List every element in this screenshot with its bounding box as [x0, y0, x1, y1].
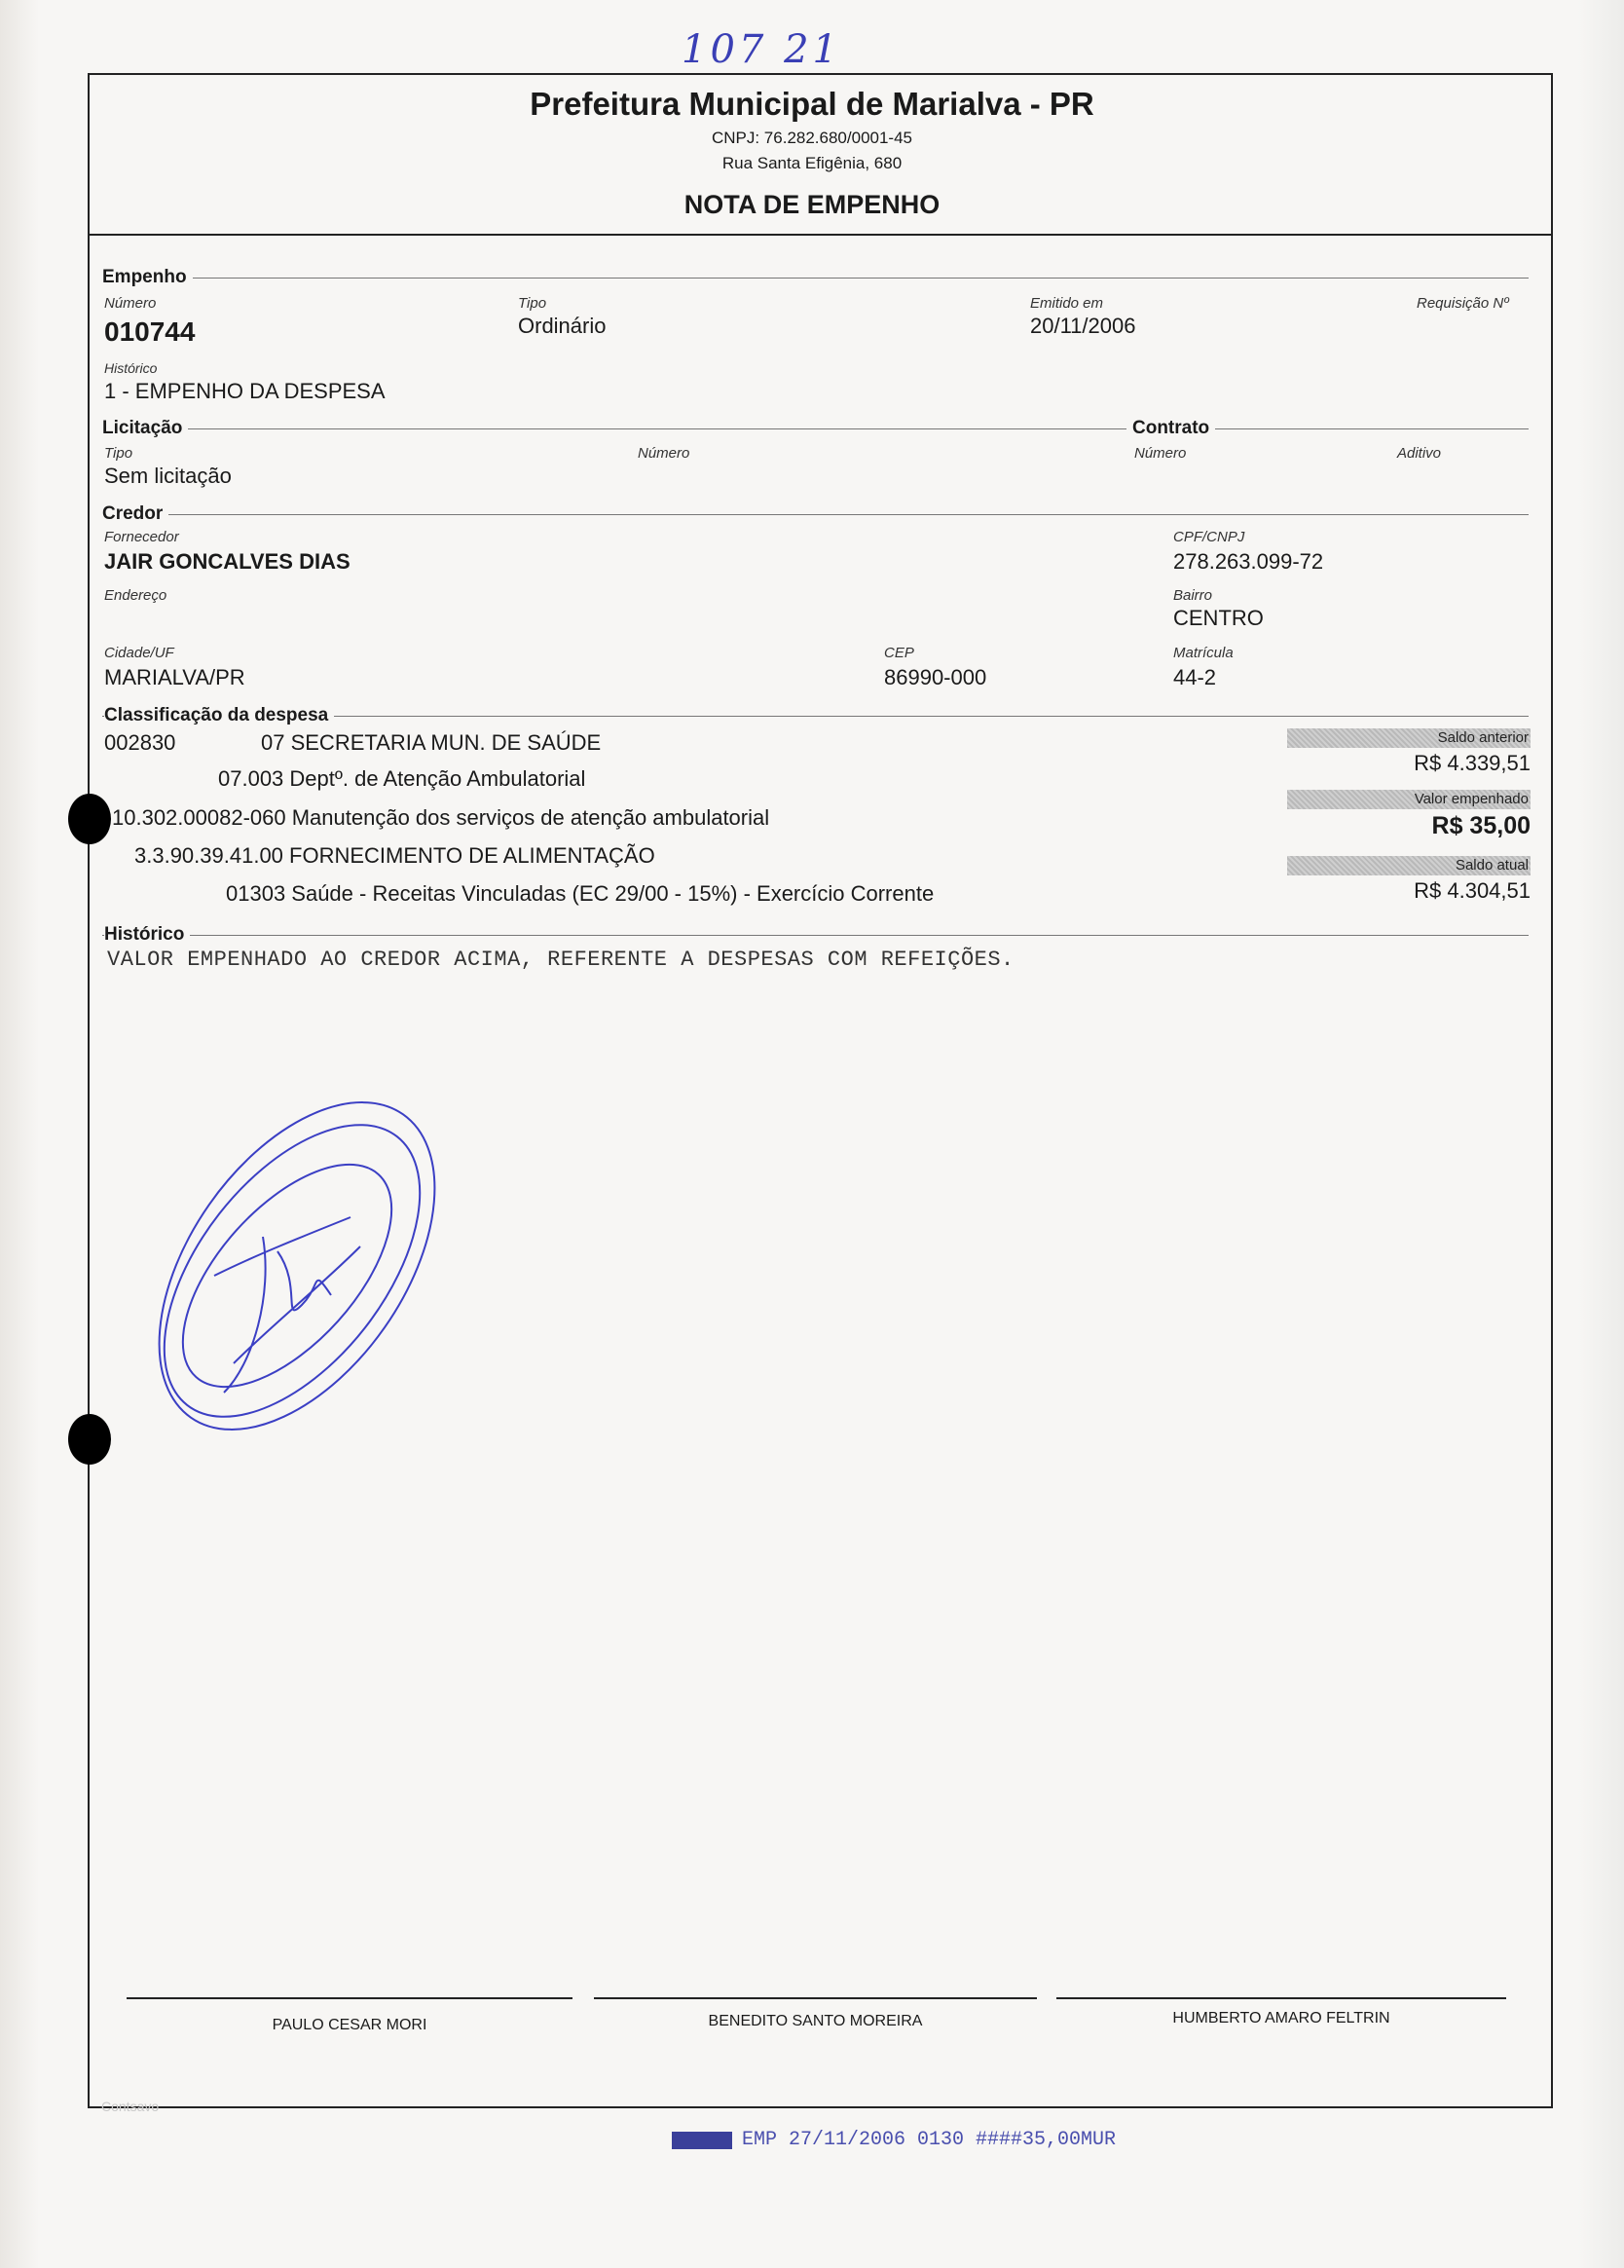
fornecedor-name: JAIR GONCALVES DIAS — [104, 549, 351, 574]
stamp-logo-icon — [672, 2132, 732, 2149]
credor-section-label: Credor — [102, 503, 168, 525]
classificacao-line-2: 07.003 Deptº. de Atenção Ambulatorial — [218, 766, 586, 791]
classificacao-section-label: Classificação da despesa — [104, 705, 334, 726]
receipt-stamp — [672, 2129, 1116, 2151]
emitido-date: 20/11/2006 — [1030, 314, 1136, 338]
signature-name-3: HUMBERTO AMARO FELTRIN — [1172, 2010, 1390, 2026]
endereco-label: Endereço — [104, 587, 167, 604]
empenho-tipo: Ordinário — [518, 314, 607, 338]
cep-label: CEP — [884, 645, 914, 661]
saldo-anterior-label: Saldo anterior — [1287, 728, 1531, 748]
empenho-numero: 010744 — [104, 316, 196, 347]
valor-empenhado-label: Valor empenhado — [1287, 790, 1531, 809]
address-line: Rua Santa Efigênia, 680 — [721, 154, 903, 172]
cpf-value: 278.263.099-72 — [1173, 549, 1324, 574]
footer-faint-text: Contsavo — [101, 2099, 160, 2114]
contrato-numero-label: Número — [1134, 445, 1187, 462]
licitacao-rule — [102, 428, 1529, 429]
empenho-rule — [102, 278, 1529, 279]
handwritten-number: 107 21 — [682, 27, 841, 72]
licitacao-tipo-label: Tipo — [104, 445, 133, 462]
handwritten-signature — [78, 1071, 506, 1480]
licitacao-tipo: Sem licitação — [104, 464, 232, 488]
stamp-text: EMP 27/11/2006 0130 ####35,00MUR — [742, 2129, 1117, 2151]
classificacao-line-1: 07 SECRETARIA MUN. DE SAÚDE — [261, 730, 602, 755]
signature-name-1: PAULO CESAR MORI — [272, 2017, 427, 2033]
cep-value: 86990-000 — [884, 665, 987, 689]
classificacao-line-5: 01303 Saúde - Receitas Vinculadas (EC 29/00 - 15%) - Exercício Corrente — [226, 881, 935, 906]
empenho-historico: 1 - EMPENHO DA DESPESA — [104, 379, 386, 403]
cidade-label: Cidade/UF — [104, 645, 174, 661]
fornecedor-label: Fornecedor — [104, 529, 179, 545]
credor-rule — [102, 514, 1529, 515]
classificacao-code: 002830 — [104, 730, 176, 755]
bairro-label: Bairro — [1173, 587, 1213, 604]
historico-text: VALOR EMPENHADO AO CREDOR ACIMA, REFERENTE A DESPESAS COM REFEIÇÕES. — [107, 948, 1015, 972]
empenho-numero-label: Número — [104, 295, 157, 312]
signature-name-2: BENEDITO SANTO MOREIRA — [708, 2013, 923, 2029]
classificacao-line-3: 10.302.00082-060 Manutenção dos serviços de atenção ambulatorial — [112, 805, 770, 830]
cidade-value: MARIALVA/PR — [104, 665, 245, 689]
saldo-atual-label: Saldo atual — [1287, 856, 1531, 875]
bairro-value: CENTRO — [1173, 606, 1264, 630]
matricula-label: Matrícula — [1173, 645, 1234, 661]
document-title: NOTA DE EMPENHO — [683, 190, 941, 219]
contrato-aditivo-label: Aditivo — [1397, 445, 1442, 462]
licitacao-numero-label: Número — [638, 445, 690, 462]
empenho-section-label: Empenho — [102, 267, 193, 288]
signature-line-2 — [594, 1997, 1037, 1999]
punch-hole-bottom — [68, 1414, 111, 1465]
classificacao-line-4: 3.3.90.39.41.00 FORNECIMENTO DE ALIMENTAÇÃO — [134, 843, 655, 868]
valor-empenhado-value: R$ 35,00 — [1431, 812, 1531, 839]
prefeitura-title: Prefeitura Municipal de Marialva - PR — [530, 86, 1094, 122]
signature-line-3 — [1056, 1997, 1506, 1999]
historico-rule — [102, 935, 1529, 936]
empenho-historico-label: Histórico — [104, 360, 158, 376]
cpf-label: CPF/CNPJ — [1173, 529, 1245, 545]
saldo-anterior-value: R$ 4.339,51 — [1414, 751, 1531, 775]
cnpj-line: CNPJ: 76.282.680/0001-45 — [711, 129, 913, 147]
saldo-atual-value: R$ 4.304,51 — [1414, 878, 1531, 903]
requisicao-label: Requisição Nº — [1417, 295, 1509, 312]
historico-section-label: Histórico — [104, 924, 190, 946]
signature-line-1 — [127, 1997, 572, 1999]
punch-hole-top — [68, 794, 111, 844]
header-divider — [88, 234, 1553, 236]
contrato-section-label: Contrato — [1126, 418, 1215, 439]
matricula-value: 44-2 — [1173, 665, 1217, 689]
licitacao-section-label: Licitação — [102, 418, 188, 439]
emitido-label: Emitido em — [1030, 295, 1104, 312]
empenho-tipo-label: Tipo — [518, 295, 547, 312]
